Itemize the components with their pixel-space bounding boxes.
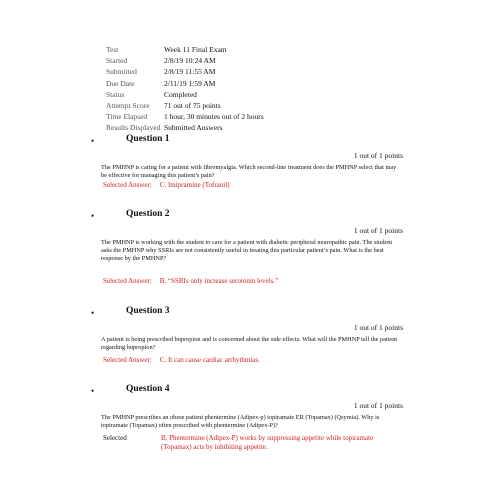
summary-row <box>106 122 264 133</box>
question-block <box>0 134 500 194</box>
selected-answer <box>103 356 260 364</box>
summary-value: Completed <box>164 89 197 99</box>
selected-answer-label: Selected Answer: <box>103 181 152 189</box>
summary-row <box>106 89 264 100</box>
question-points: 1 out of 1 points <box>353 226 403 235</box>
summary-value: Week 11 Final Exam <box>164 45 227 54</box>
question-title: Question 1 <box>126 134 170 144</box>
summary-value: 2/8/19 11:55 AM <box>164 67 216 77</box>
attempt-summary <box>106 44 264 134</box>
question-text: The PMHNP is working with the student to care for a patient with diabetic peripheral neuropathic pain. The student asks the PMHNP why SSRIs are not consistently useful in treating this particular patient’s pain. What is the best response by the PMHNP? <box>101 239 393 262</box>
summary-row <box>106 100 264 111</box>
summary-label: Attempt Score <box>106 101 150 111</box>
bullet-icon: • <box>91 136 95 146</box>
question-block <box>0 384 500 464</box>
selected-answer <box>103 434 391 451</box>
selected-answer-label: Selected Answer: <box>103 277 152 285</box>
bullet-icon: • <box>91 308 95 318</box>
summary-value: 71 out of 75 points <box>164 101 221 111</box>
question-points: 1 out of 1 points <box>353 151 403 160</box>
bullet-icon: • <box>91 211 95 221</box>
summary-value: 1 hour, 30 minutes out of 2 hours <box>164 112 264 122</box>
summary-row <box>106 111 264 122</box>
question-block <box>0 306 500 366</box>
question-text: The PMHNP prescribes an obese patient phentermine (Adipex-p) topiramate ER (Topamax) (Qsymia). Why is topiramate (Topamax) often prescribed with phentermine (Adipex-P)? <box>101 414 380 429</box>
question-text: A patient is being prescribed bupropion and is concerned about the side effects. What will the PMHNP tell the patient regarding bupropion? <box>101 336 398 351</box>
summary-label: Time Elapsed <box>106 112 148 122</box>
summary-label: Due Date <box>106 78 135 88</box>
question-title: Question 3 <box>126 306 170 316</box>
summary-label: Submitted <box>106 67 137 77</box>
summary-row <box>106 78 264 89</box>
summary-label: Test <box>106 45 119 54</box>
question-title: Question 4 <box>126 384 170 394</box>
question-points: 1 out of 1 points <box>353 401 403 410</box>
selected-answer <box>103 181 229 189</box>
question-block <box>0 209 500 289</box>
selected-answer-text: B. Phentermine (Adipex-P) works by suppressing appetite while topiramate (Topamax) acts by inhibiting appetite. <box>161 434 374 451</box>
summary-row <box>106 44 264 55</box>
summary-row <box>106 66 264 77</box>
question-text: The PMHNP is caring for a patient with fibromyalgia. Which second-line treatment does the PMHNP select that may be effective for managing this patient’s pain? <box>101 164 397 179</box>
summary-value: 2/11/19 1:59 AM <box>164 78 216 88</box>
selected-answer-text: B. “SSRIs only increase serotonin levels.” <box>159 277 279 285</box>
summary-value: Submitted Answers <box>164 123 223 133</box>
bullet-icon: • <box>91 386 95 396</box>
summary-label: Started <box>106 56 128 66</box>
selected-answer-label: Selected <box>103 434 127 442</box>
summary-row <box>106 55 264 66</box>
selected-answer <box>103 277 278 285</box>
selected-answer-text: C. It can cause cardiac arrhythmias. <box>159 356 260 364</box>
selected-answer-label: Selected Answer: <box>103 356 152 364</box>
question-title: Question 2 <box>126 209 170 219</box>
summary-label: Results Displayed <box>106 123 161 133</box>
selected-answer-text: C. Imipramine (Tofranil) <box>159 181 230 189</box>
summary-value: 2/8/19 10:24 AM <box>164 56 216 66</box>
summary-label: Status <box>106 89 125 99</box>
question-points: 1 out of 1 points <box>353 323 403 332</box>
